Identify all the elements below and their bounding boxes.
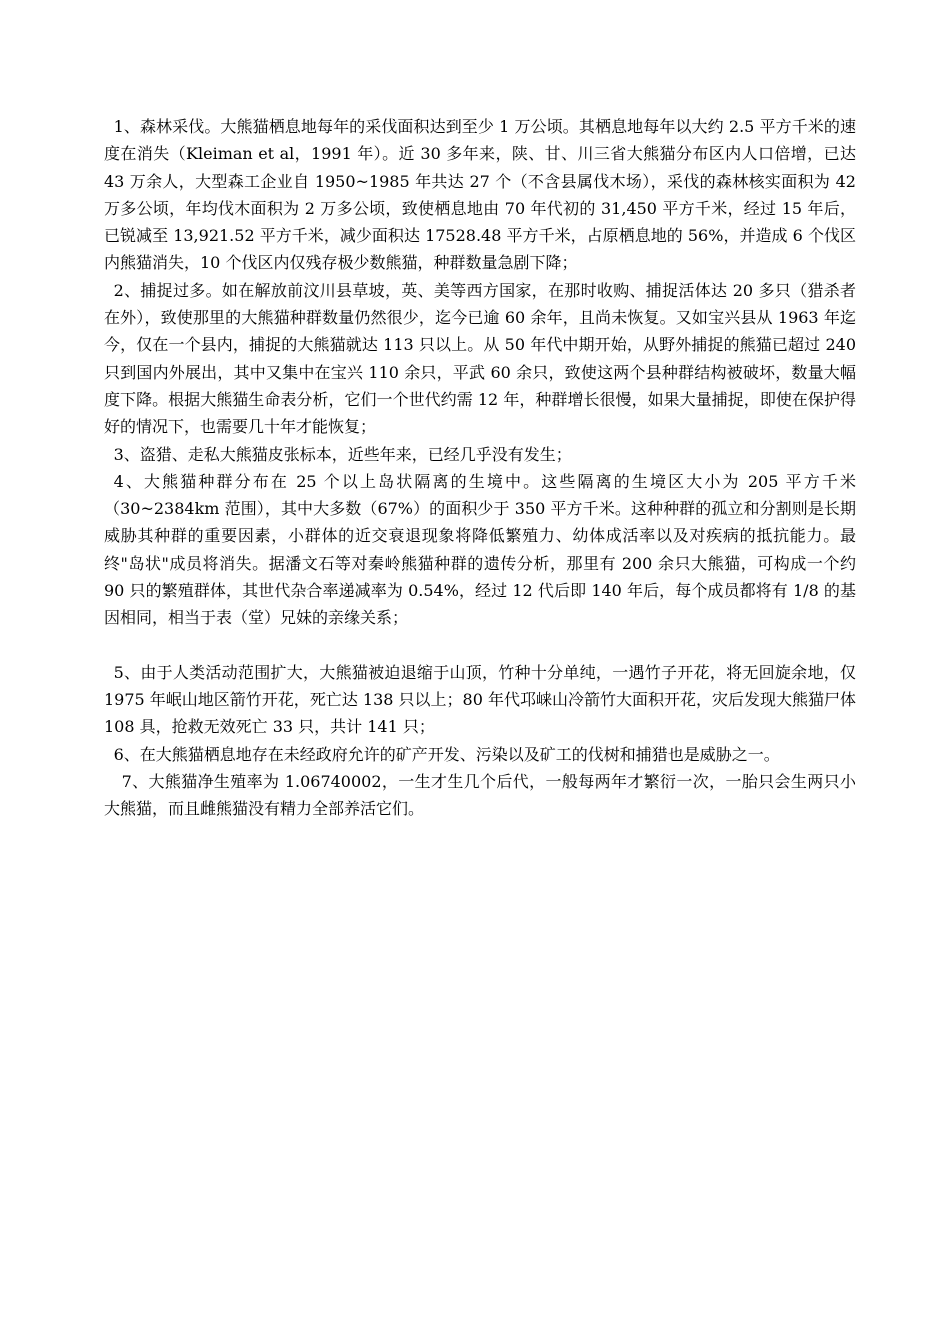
paragraph-over-capture: 2、捕捉过多。如在解放前汶川县草坡，英、美等西方国家，在那时收购、捕捉活体达 20 多只（猎杀者在外），致使那里的大熊猫种群数量仍然很少，迄今已逾 60 余年，且尚未恢复。又如宝兴县从 1963 年迄今，仅在一个县内，捕捉的大熊猫就达 113 只以上。从 50 年代中期开始，从野外捕捉的熊猫已超过 240 只到国内外展出，其中又集中在宝兴 110 余只，平武 60 余只，致使这两个县种群结构被破坏，数量大幅度下降。根据大熊猫生命表分析，它们一个世代约需 12 年，种群增长很慢，如果大量捕捉，即使在保护得好的情况下，也需要几十年才能恢复； <box>104 280 856 437</box>
document-page <box>104 113 856 822</box>
paragraph-poaching: 3、盗猎、走私大熊猫皮张标本，近些年来，已经几乎没有发生； <box>113 444 572 464</box>
paragraph-bamboo-flowering: 5、由于人类活动范围扩大，大熊猫被迫退缩于山顶，竹种十分单纯，一遇竹子开花，将无回旋余地，仅 1975 年岷山地区箭竹开花，死亡达 138 只以上；80 年代邛崃山冷箭竹大面积开花，灾后发现大熊猫尸体 108 具，抢救无效死亡 33 只，共计 141 只； <box>104 662 856 737</box>
paragraph-reproduction-rate: 7、大熊猫净生殖率为 1.06740002，一生才生几个后代，一般每两年才繁衍一次，一胎只会生两只小大熊猫，而且雌熊猫没有精力全部养活它们。 <box>104 771 856 819</box>
paragraph-habitat-isolation: 4、大熊猫种群分布在 25 个以上岛状隔离的生境中。这些隔离的生境区大小为 205 平方千米（30~2384km 范围），其中大多数（67%）的面积少于 350 平方千米。这种种群的孤立和分割则是长期威胁其种群的重要因素，小群体的近交衰退现象将降低繁殖力、幼体成活率以及对疾病的抵抗能力。最终"岛状"成员将消失。据潘文石等对秦岭熊猫种群的遗传分析，那里有 200 余只大熊猫，可构成一个约 90 只的繁殖群体，其世代杂合率递减率为 0.54%，经过 12 代后即 140 年后，每个成员都将有 1/8 的基因相同，相当于表（堂）兄妹的亲缘关系； <box>104 471 856 628</box>
paragraph-forest-logging: 1、森林采伐。大熊猫栖息地每年的采伐面积达到至少 1 万公顷。其栖息地每年以大约 2.5 平方千米的速度在消失（Kleiman et al，1991 年）。近 30 多年来，陕、甘、川三省大熊猫分布区内人口倍增，已达 43 万余人，大型森工企业自 1950~1985 年共达 27 个（不含县属伐木场），采伐的森林核实面积为 42 万多公顷，年均伐木面积为 2 万多公顷，致使栖息地由 70 年代初的 31,450 平方千米，经过 15 年后，已锐减至 13,921.52 平方千米，减少面积达 17528.48 平方千米，占原栖息地的 56%，并造成 6 个伐区内熊猫消失，10 个伐区内仅残存极少数熊猫，种群数量急剧下降； <box>104 117 856 273</box>
paragraph-illegal-mining: 6、在大熊猫栖息地存在未经政府允许的矿产开发、污染以及矿工的伐树和捕猎也是威胁之一。 <box>113 744 780 764</box>
